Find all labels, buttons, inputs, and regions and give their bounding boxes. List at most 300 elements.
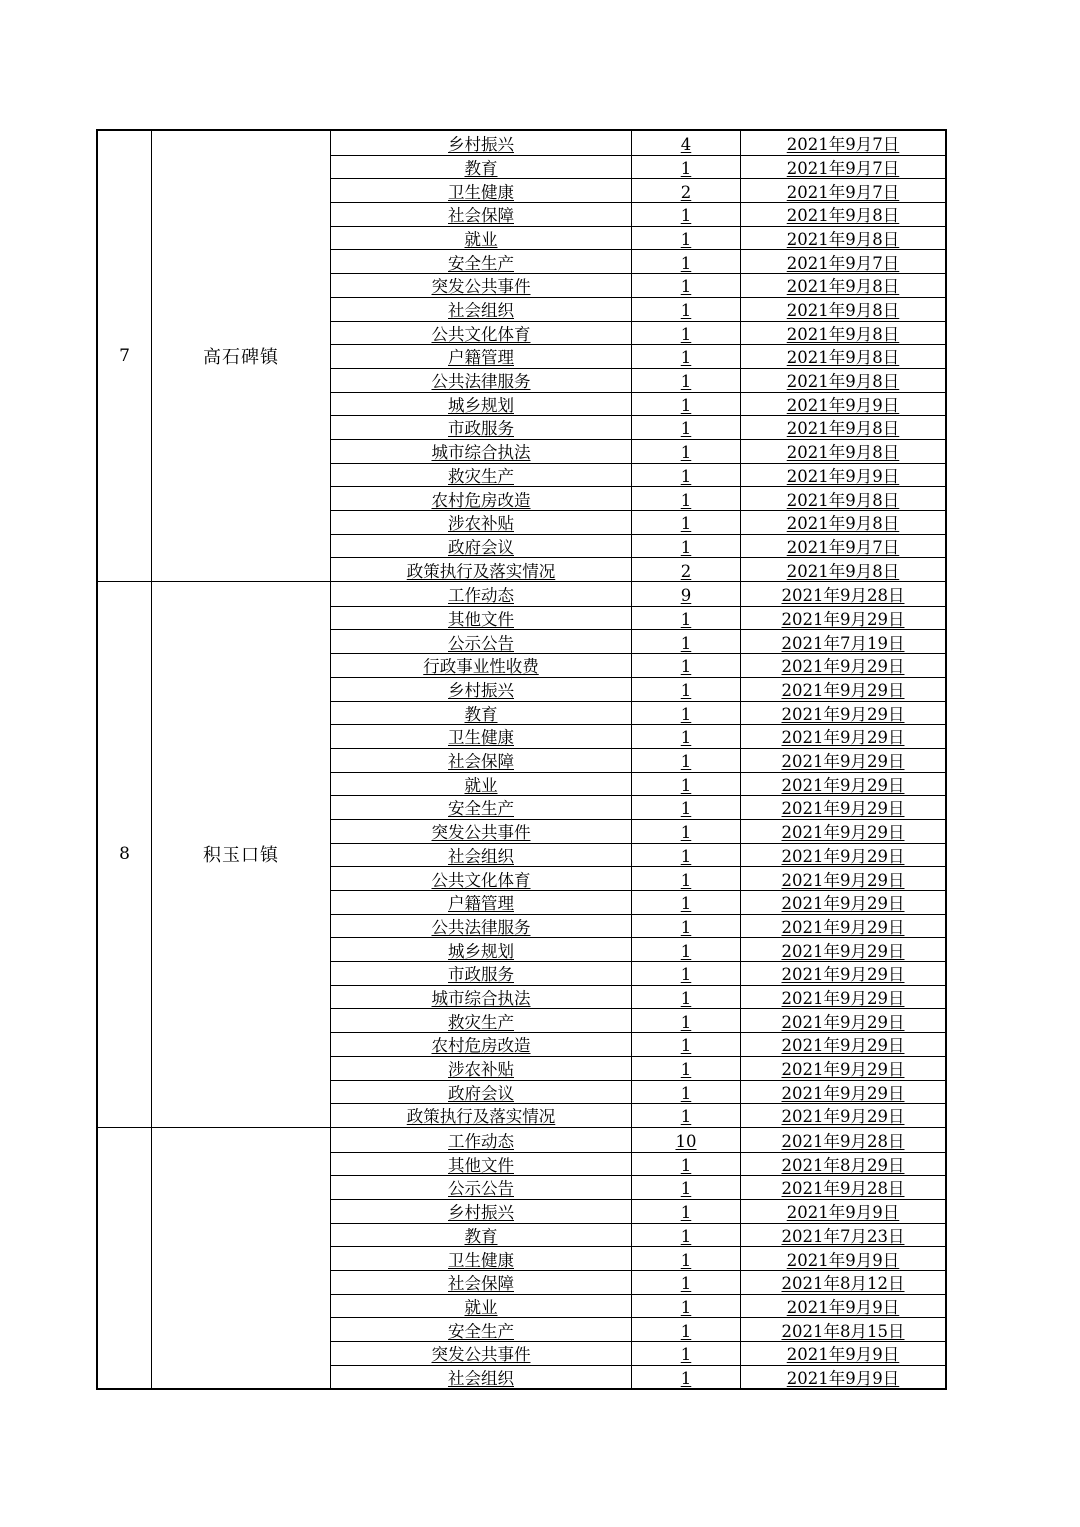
- date-cell-text: 2021年9月9日: [786, 466, 900, 486]
- count-cell-text: 1: [680, 229, 692, 249]
- category-cell-text: 安全生产: [448, 799, 514, 819]
- count-cell: [632, 1128, 741, 1152]
- date-cell: [741, 511, 945, 534]
- date-cell-text: 2021年9月29日: [781, 799, 905, 819]
- table-row: [331, 937, 945, 961]
- category-cell: [331, 487, 632, 510]
- count-cell: [632, 915, 741, 938]
- date-cell-text: 2021年7月23日: [781, 1226, 905, 1246]
- count-cell: [632, 1081, 741, 1104]
- count-cell-text: 1: [680, 894, 692, 914]
- table-row: [331, 392, 945, 416]
- count-cell-text: 1: [680, 1179, 692, 1199]
- count-cell-text: 2: [680, 182, 692, 202]
- count-cell: [632, 1104, 741, 1127]
- count-cell: [632, 1057, 741, 1080]
- count-cell: [632, 464, 741, 487]
- category-cell: [331, 1033, 632, 1056]
- count-cell: [632, 1200, 741, 1223]
- date-cell: [741, 1081, 945, 1104]
- category-cell-text: 卫生健康: [448, 728, 514, 748]
- category-cell: [331, 1153, 632, 1176]
- category-cell: [331, 678, 632, 701]
- count-cell: [632, 820, 741, 843]
- count-cell-text: 1: [680, 301, 692, 320]
- category-cell-text: 安全生产: [448, 253, 514, 273]
- count-cell: [632, 511, 741, 534]
- category-cell: [331, 867, 632, 890]
- date-cell-text: 2021年9月29日: [781, 846, 905, 866]
- date-cell-text: 2021年9月29日: [781, 965, 905, 985]
- count-cell: [632, 131, 741, 155]
- date-cell-text: 2021年9月7日: [786, 182, 900, 202]
- category-cell-text: 公共法律服务: [431, 917, 531, 937]
- table-row: [331, 748, 945, 772]
- category-cell: [331, 250, 632, 273]
- date-cell: [741, 725, 945, 748]
- category-cell: [331, 1318, 632, 1341]
- date-cell-text: 2021年9月7日: [786, 253, 900, 273]
- date-cell-text: 2021年9月8日: [786, 324, 900, 344]
- count-cell: [632, 487, 741, 510]
- table-row: [331, 463, 945, 487]
- category-cell: [331, 393, 632, 416]
- date-cell: [741, 369, 945, 392]
- count-cell-text: 1: [680, 988, 692, 1008]
- date-cell-text: 2021年9月29日: [781, 657, 905, 677]
- date-cell-text: 2021年9月29日: [781, 1083, 905, 1103]
- category-cell-text: 公示公告: [448, 633, 514, 653]
- count-cell-text: 1: [680, 1060, 692, 1079]
- count-cell: [632, 322, 741, 345]
- date-cell-text: 2021年9月29日: [781, 681, 905, 700]
- date-cell-text: 2021年9月29日: [781, 917, 905, 937]
- table-row: [331, 1128, 945, 1152]
- category-cell-text: 城市综合执法: [431, 443, 531, 463]
- category-cell-text: 公共文化体育: [431, 870, 531, 890]
- count-cell: [632, 1224, 741, 1247]
- count-cell-text: 1: [680, 348, 692, 368]
- category-cell-text: 农村危房改造: [431, 490, 531, 510]
- count-cell: [632, 844, 741, 867]
- category-cell: [331, 1200, 632, 1223]
- count-cell: [632, 891, 741, 914]
- count-cell-text: 1: [680, 514, 692, 534]
- category-cell: [331, 179, 632, 202]
- date-cell: [741, 654, 945, 677]
- town-name: [152, 1128, 331, 1389]
- date-cell-text: 2021年9月9日: [786, 1250, 900, 1270]
- count-cell: [632, 345, 741, 368]
- category-cell-text: 突发公共事件: [431, 277, 531, 297]
- table-row: [331, 819, 945, 843]
- date-cell: [741, 1224, 945, 1247]
- group-rows: [331, 131, 945, 581]
- date-cell-text: 2021年9月29日: [781, 988, 905, 1008]
- count-cell-text: 1: [680, 752, 692, 772]
- date-cell: [741, 749, 945, 772]
- town-name: 高石碑镇: [152, 131, 331, 581]
- category-cell-text: 政府会议: [448, 537, 514, 557]
- date-cell-text: 2021年9月29日: [781, 752, 905, 772]
- date-cell-text: 2021年9月8日: [786, 229, 900, 249]
- date-cell: [741, 274, 945, 297]
- date-cell: [741, 535, 945, 558]
- table-row: [331, 985, 945, 1009]
- date-cell: [741, 986, 945, 1009]
- date-cell-text: 2021年7月19日: [781, 633, 905, 653]
- date-cell-text: 2021年9月28日: [781, 1179, 905, 1199]
- count-cell: [632, 1033, 741, 1056]
- category-cell: [331, 607, 632, 630]
- table-row: [331, 1032, 945, 1056]
- category-cell-text: 突发公共事件: [431, 823, 531, 843]
- category-cell: [331, 654, 632, 677]
- count-cell-text: 10: [675, 1132, 697, 1152]
- count-cell-text: 1: [680, 395, 692, 415]
- table-row: [331, 701, 945, 725]
- count-cell: [632, 1247, 741, 1270]
- date-cell: [741, 558, 945, 581]
- category-cell-text: 公示公告: [448, 1179, 514, 1199]
- date-cell-text: 2021年9月8日: [786, 277, 900, 297]
- category-cell-text: 就业: [464, 775, 498, 795]
- category-cell-text: 救灾生产: [448, 1012, 514, 1032]
- category-cell-text: 就业: [464, 229, 498, 249]
- category-cell-text: 其他文件: [448, 1155, 514, 1175]
- count-cell: [632, 298, 741, 321]
- count-cell-text: 1: [680, 443, 692, 463]
- table-row: [331, 1056, 945, 1080]
- count-cell: [632, 938, 741, 961]
- table-row: [331, 1080, 945, 1104]
- count-cell: [632, 867, 741, 890]
- count-cell: [632, 156, 741, 179]
- table-row: [331, 629, 945, 653]
- category-cell: [331, 535, 632, 558]
- table-row: [331, 1199, 945, 1223]
- count-cell: [632, 1009, 741, 1032]
- table-row: [331, 1152, 945, 1176]
- category-cell: [331, 1081, 632, 1104]
- date-cell-text: 2021年9月9日: [786, 395, 900, 415]
- table-row: [331, 866, 945, 890]
- count-cell-text: 1: [680, 965, 692, 985]
- table-row: [331, 1317, 945, 1341]
- date-cell: [741, 416, 945, 439]
- table-row: [331, 843, 945, 867]
- date-cell: [741, 1318, 945, 1341]
- count-cell-text: 1: [680, 1321, 692, 1341]
- date-cell-text: 2021年9月9日: [786, 1203, 900, 1223]
- date-cell: [741, 487, 945, 510]
- category-cell: [331, 749, 632, 772]
- table-row: [331, 677, 945, 701]
- date-cell: [741, 844, 945, 867]
- group-rows: [331, 582, 945, 1127]
- date-cell-text: 2021年9月28日: [781, 1132, 905, 1152]
- count-cell-text: 1: [680, 206, 692, 226]
- count-cell-text: 1: [680, 1012, 692, 1032]
- count-cell: [632, 1342, 741, 1365]
- category-cell: [331, 322, 632, 345]
- category-cell-text: 工作动态: [448, 586, 514, 606]
- date-cell-text: 2021年9月9日: [786, 1368, 900, 1388]
- group-rows: [331, 1128, 945, 1389]
- category-cell: [331, 416, 632, 439]
- count-cell-text: 1: [680, 609, 692, 629]
- date-cell-text: 2021年9月29日: [781, 1036, 905, 1056]
- count-cell: [632, 179, 741, 202]
- table-row: [331, 557, 945, 581]
- category-cell: [331, 1342, 632, 1365]
- date-cell-text: 2021年9月8日: [786, 348, 900, 368]
- table-row: [331, 486, 945, 510]
- date-cell: [741, 796, 945, 819]
- category-cell: [331, 915, 632, 938]
- category-cell-text: 乡村振兴: [448, 681, 514, 700]
- category-cell-text: 农村危房改造: [431, 1036, 531, 1056]
- category-cell: [331, 1224, 632, 1247]
- table-row: [331, 344, 945, 368]
- category-cell-text: 突发公共事件: [431, 1345, 531, 1365]
- data-table: [96, 129, 947, 1390]
- count-cell-text: 1: [680, 466, 692, 486]
- table-row: [331, 890, 945, 914]
- count-cell-text: 9: [680, 586, 692, 606]
- count-cell-text: 1: [680, 775, 692, 795]
- category-cell: [331, 582, 632, 606]
- date-cell-text: 2021年8月15日: [781, 1321, 905, 1341]
- table-row: [331, 914, 945, 938]
- category-cell: [331, 131, 632, 155]
- category-cell: [331, 558, 632, 581]
- date-cell-text: 2021年9月29日: [781, 894, 905, 914]
- category-cell: [331, 1128, 632, 1152]
- date-cell-text: 2021年9月28日: [781, 586, 905, 606]
- category-cell-text: 社会保障: [448, 1274, 514, 1294]
- date-cell: [741, 1128, 945, 1152]
- date-cell: [741, 1271, 945, 1294]
- category-cell-text: 卫生健康: [448, 1250, 514, 1270]
- category-cell: [331, 725, 632, 748]
- count-cell-text: 1: [680, 1155, 692, 1175]
- category-cell-text: 公共法律服务: [431, 372, 531, 392]
- date-cell-text: 2021年9月7日: [786, 135, 900, 155]
- count-cell: [632, 1366, 741, 1389]
- table-group: [96, 581, 947, 1127]
- category-cell-text: 社会保障: [448, 206, 514, 226]
- category-cell: [331, 1295, 632, 1318]
- date-cell-text: 2021年9月29日: [781, 870, 905, 890]
- category-cell-text: 社会组织: [448, 846, 514, 866]
- count-cell-text: 1: [680, 1226, 692, 1246]
- count-cell: [632, 535, 741, 558]
- category-cell: [331, 938, 632, 961]
- category-cell-text: 政策执行及落实情况: [406, 561, 556, 581]
- category-cell-text: 政府会议: [448, 1083, 514, 1103]
- count-cell-text: 4: [680, 135, 692, 155]
- category-cell: [331, 156, 632, 179]
- category-cell: [331, 1009, 632, 1032]
- count-cell-text: 1: [680, 324, 692, 344]
- count-cell-text: 1: [680, 799, 692, 819]
- count-cell: [632, 678, 741, 701]
- count-cell: [632, 654, 741, 677]
- category-cell-text: 市政服务: [448, 965, 514, 985]
- table-group: [96, 1127, 947, 1391]
- category-cell-text: 涉农补贴: [448, 514, 514, 534]
- date-cell: [741, 1104, 945, 1127]
- category-cell: [331, 369, 632, 392]
- date-cell: [741, 702, 945, 725]
- category-cell: [331, 511, 632, 534]
- count-cell: [632, 1176, 741, 1199]
- table-row: [331, 772, 945, 796]
- category-cell-text: 乡村振兴: [448, 1203, 514, 1223]
- count-cell-text: 1: [680, 1368, 692, 1388]
- date-cell-text: 2021年9月9日: [786, 1345, 900, 1365]
- count-cell-text: 1: [680, 870, 692, 890]
- count-cell: [632, 630, 741, 653]
- table-row: [331, 724, 945, 748]
- table-row: [331, 131, 945, 155]
- table-row: [331, 582, 945, 606]
- count-cell: [632, 1295, 741, 1318]
- table-row: [331, 606, 945, 630]
- category-cell-text: 救灾生产: [448, 466, 514, 486]
- category-cell-text: 就业: [464, 1297, 498, 1317]
- count-cell: [632, 773, 741, 796]
- category-cell-text: 涉农补贴: [448, 1060, 514, 1079]
- date-cell: [741, 607, 945, 630]
- date-cell: [741, 1342, 945, 1365]
- count-cell: [632, 582, 741, 606]
- table-row: [331, 178, 945, 202]
- count-cell-text: 1: [680, 1107, 692, 1127]
- count-cell: [632, 1318, 741, 1341]
- date-cell-text: 2021年9月8日: [786, 419, 900, 439]
- date-cell: [741, 1153, 945, 1176]
- category-cell: [331, 227, 632, 250]
- date-cell: [741, 1176, 945, 1199]
- count-cell-text: 1: [680, 158, 692, 178]
- row-seq-number: 8: [98, 582, 152, 1127]
- date-cell: [741, 179, 945, 202]
- date-cell-text: 2021年9月8日: [786, 490, 900, 510]
- count-cell-text: 1: [680, 419, 692, 439]
- count-cell-text: 1: [680, 1345, 692, 1365]
- date-cell-text: 2021年9月29日: [781, 1060, 905, 1079]
- table-row: [331, 249, 945, 273]
- count-cell: [632, 1271, 741, 1294]
- date-cell: [741, 582, 945, 606]
- count-cell: [632, 749, 741, 772]
- table-row: [331, 795, 945, 819]
- count-cell-text: 1: [680, 681, 692, 700]
- table-row: [331, 1341, 945, 1365]
- table-row: [331, 321, 945, 345]
- count-cell: [632, 274, 741, 297]
- date-cell: [741, 962, 945, 985]
- count-cell-text: 1: [680, 1250, 692, 1270]
- category-cell: [331, 773, 632, 796]
- date-cell: [741, 820, 945, 843]
- count-cell-text: 1: [680, 490, 692, 510]
- date-cell: [741, 938, 945, 961]
- table-row: [331, 1270, 945, 1294]
- count-cell: [632, 607, 741, 630]
- date-cell: [741, 1009, 945, 1032]
- category-cell: [331, 298, 632, 321]
- count-cell-text: 1: [680, 728, 692, 748]
- table-group: [96, 129, 947, 581]
- category-cell-text: 教育: [464, 704, 498, 724]
- count-cell: [632, 203, 741, 226]
- category-cell-text: 市政服务: [448, 419, 514, 439]
- category-cell: [331, 345, 632, 368]
- table-row: [331, 202, 945, 226]
- date-cell: [741, 1033, 945, 1056]
- count-cell: [632, 702, 741, 725]
- table-row: [331, 510, 945, 534]
- category-cell-text: 安全生产: [448, 1321, 514, 1341]
- row-seq-number: [98, 1128, 152, 1389]
- date-cell: [741, 131, 945, 155]
- count-cell: [632, 440, 741, 463]
- category-cell-text: 其他文件: [448, 609, 514, 629]
- category-cell: [331, 1366, 632, 1389]
- category-cell-text: 政策执行及落实情况: [406, 1107, 556, 1127]
- category-cell: [331, 1176, 632, 1199]
- category-cell: [331, 891, 632, 914]
- count-cell-text: 1: [680, 1036, 692, 1056]
- count-cell-text: 1: [680, 537, 692, 557]
- date-cell-text: 2021年9月29日: [781, 1107, 905, 1127]
- category-cell-text: 社会组织: [448, 301, 514, 320]
- category-cell: [331, 440, 632, 463]
- count-cell-text: 1: [680, 1203, 692, 1223]
- date-cell: [741, 1295, 945, 1318]
- date-cell: [741, 867, 945, 890]
- category-cell-text: 城乡规划: [448, 395, 514, 415]
- table-row: [331, 1175, 945, 1199]
- table-row: [331, 415, 945, 439]
- count-cell-text: 1: [680, 704, 692, 724]
- count-cell: [632, 725, 741, 748]
- category-cell: [331, 1057, 632, 1080]
- count-cell: [632, 1153, 741, 1176]
- date-cell: [741, 1057, 945, 1080]
- count-cell-text: 1: [680, 1297, 692, 1317]
- count-cell-text: 1: [680, 277, 692, 297]
- date-cell: [741, 203, 945, 226]
- date-cell: [741, 227, 945, 250]
- date-cell-text: 2021年9月7日: [786, 537, 900, 557]
- date-cell-text: 2021年9月29日: [781, 609, 905, 629]
- date-cell: [741, 915, 945, 938]
- category-cell: [331, 464, 632, 487]
- category-cell-text: 教育: [464, 158, 498, 178]
- category-cell-text: 社会组织: [448, 1368, 514, 1388]
- count-cell-text: 1: [680, 633, 692, 653]
- date-cell-text: 2021年9月29日: [781, 941, 905, 961]
- date-cell: [741, 250, 945, 273]
- date-cell-text: 2021年9月8日: [786, 372, 900, 392]
- date-cell-text: 2021年9月9日: [786, 1297, 900, 1317]
- category-cell-text: 教育: [464, 1226, 498, 1246]
- category-cell: [331, 1271, 632, 1294]
